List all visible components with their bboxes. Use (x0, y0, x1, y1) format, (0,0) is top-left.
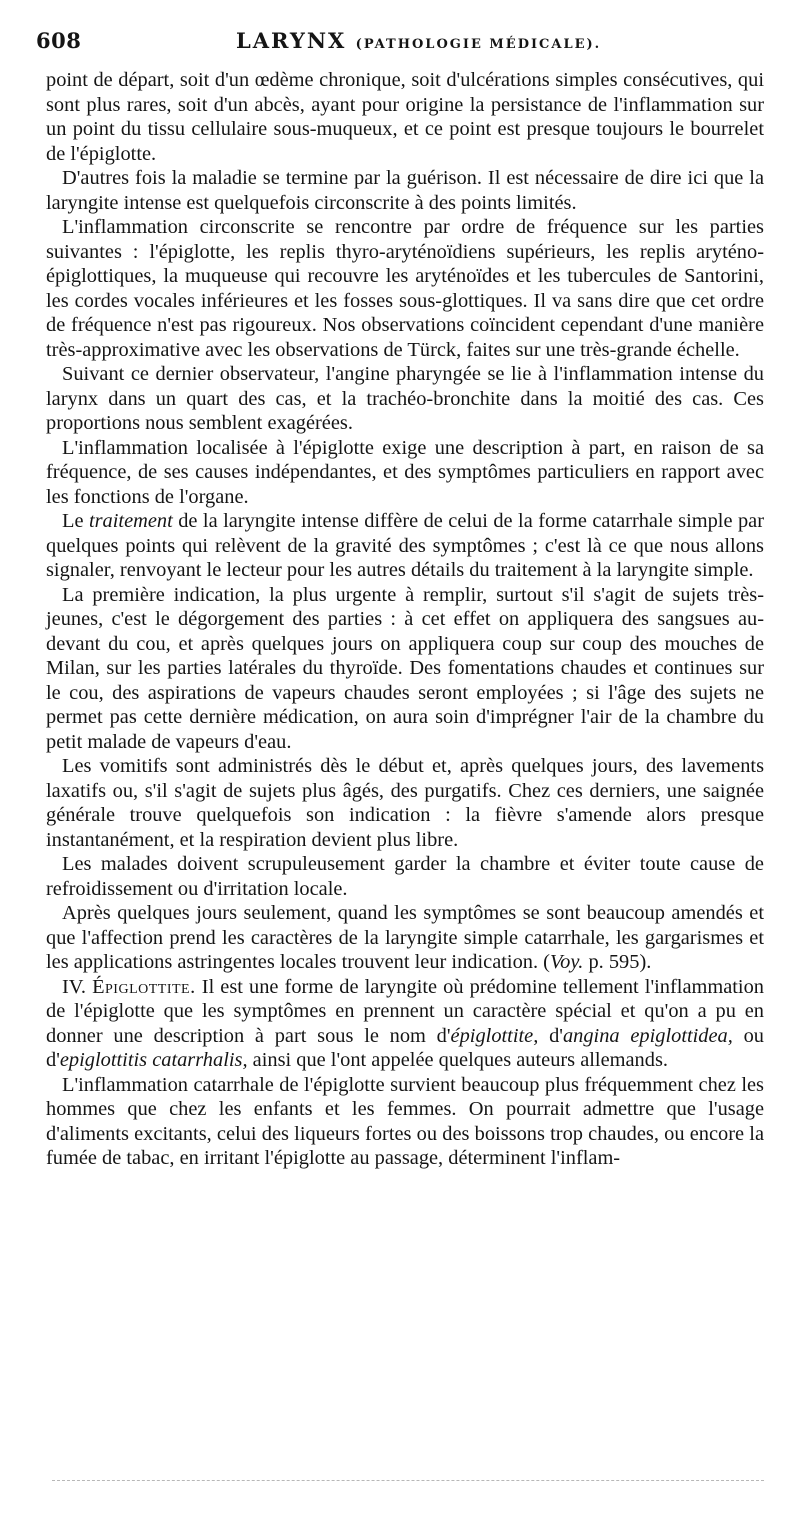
section-numeral: IV. (62, 975, 86, 998)
section-heading: Épiglottite. (92, 975, 196, 998)
italic-term: traitement (88, 510, 173, 532)
paragraph-7: La première indication, la plus urgente à remplir, surtout s'il s'agit de sujets très-jeunes, c'est le dégorgement des parties : à cet effet on appliquera des sangsues au-devant du cou, et après quelques jours on appliquera coup sur coup des mouches de Milan, sur les parties latérales du thyroïde. Des fomentations chaudes et continues sur le cou, des aspirations de vapeurs chaudes seront employées ; si l'âge des sujets ne permet pas cette dernière médication, on aura soin d'imprégner l'air de la chambre du petit malade de vapeurs d'eau. (46, 583, 764, 753)
paragraph-12: L'inflammation catarrhale de l'épiglotte survient beaucoup plus fréquemment chez les hommes que chez les enfants et les femmes. On pourrait admettre que l'usage d'aliments excitants, celui des liqueurs fortes ou des boissons trop chaudes, ou encore la fumée de tabac, en irritant l'épiglotte au passage, déterminent l'inflam- (46, 1073, 764, 1169)
footer-rule (52, 1480, 764, 1481)
running-subtitle: (PATHOLOGIE MÉDICALE). (355, 37, 602, 52)
paragraph-5: L'inflammation localisée à l'épiglotte exige une description à part, en raison de sa fréquence, de ses causes indépendantes, et des symptômes particuliers en rapport avec les fonctions de l'organe. (46, 436, 764, 508)
page-header (36, 28, 766, 58)
paragraph-2: D'autres fois la maladie se termine par la guérison. Il est nécessaire de dire ici que la laryngite intense est quelquefois circonscrite à des points limités. (46, 167, 764, 214)
running-title: LARYNX (236, 28, 347, 53)
body-text (46, 68, 764, 1171)
page-number: 608 (36, 28, 82, 53)
paragraph-9: Les malades doivent scrupuleusement garder la chambre et éviter toute cause de refroidissement ou d'irritation locale. (46, 853, 764, 900)
running-head (236, 28, 601, 53)
paragraph-3: L'inflammation circonscrite se rencontre par ordre de fréquence sur les parties suivantes : l'épiglotte, les replis thyro-aryténoïdiens supérieurs, les replis aryténo-épiglottiques, la muqueuse qui recouvre les aryténoïdes et les tubercules de Santorini, les cordes vocales inférieures et les fosses sous-glottiques. Il va sans dire que cet ordre de fréquence n'est pas rigoureux. Nos observations coïncident cependant d'une manière très-approximative avec les observations de Türck, faites sur une très-grande échelle. (46, 216, 764, 361)
paragraph-10: Après quelques jours seulement, quand les symptômes se sont beaucoup amendés et que l'affection prend les caractères de la laryngite simple catarrhale, les gargarismes et les applications astringentes locales trouvent leur indication. (Voy. p. 595). (46, 902, 764, 973)
section-epiglottite: IV. Épiglottite. Il est une forme de laryngite où prédomine tellement l'inflammation de l'épiglotte que les symptômes en prennent un caractère spécial et qu'on a pu en donner une description à part sous le nom d'épiglottite, d'angina epiglottidea, ou d'epiglottitis catarrhalis, ainsi que l'ont appelée quelques auteurs allemands. (46, 975, 765, 1071)
paragraph-8: Les vomitifs sont administrés dès le début et, après quelques jours, des lavements laxatifs ou, s'il s'agit de sujets plus âgés, des purgatifs. Chez ces derniers, une saignée générale trouve quelquefois son indication : la fièvre s'amende alors presque instantanément, et la respiration devient plus libre. (46, 755, 764, 851)
paragraph-6: Le traitement de la laryngite intense diffère de celui de la forme catarrhale simple par quelques points qui relèvent de la gravité des symptômes ; c'est là ce que nous allons signaler, renvoyant le lecteur pour les autres détails du traitement à la laryngite simple. (46, 510, 764, 581)
paragraph-1: point de départ, soit d'un œdème chronique, soit d'ulcérations simples consécutives, qui sont plus rares, soit d'un abcès, ayant pour origine la persistance de l'inflammation sur un point du tissu cellulaire sous-muqueux, et ce point est presque toujours le bourrelet de l'épiglotte. (46, 69, 764, 165)
italic-reference: Voy. (549, 951, 584, 973)
paragraph-4: Suivant ce dernier observateur, l'angine pharyngée se lie à l'inflammation intense du larynx dans un quart des cas, et la trachéo-bronchite dans la moitié des cas. Ces proportions nous semblent exagérées. (46, 363, 764, 434)
